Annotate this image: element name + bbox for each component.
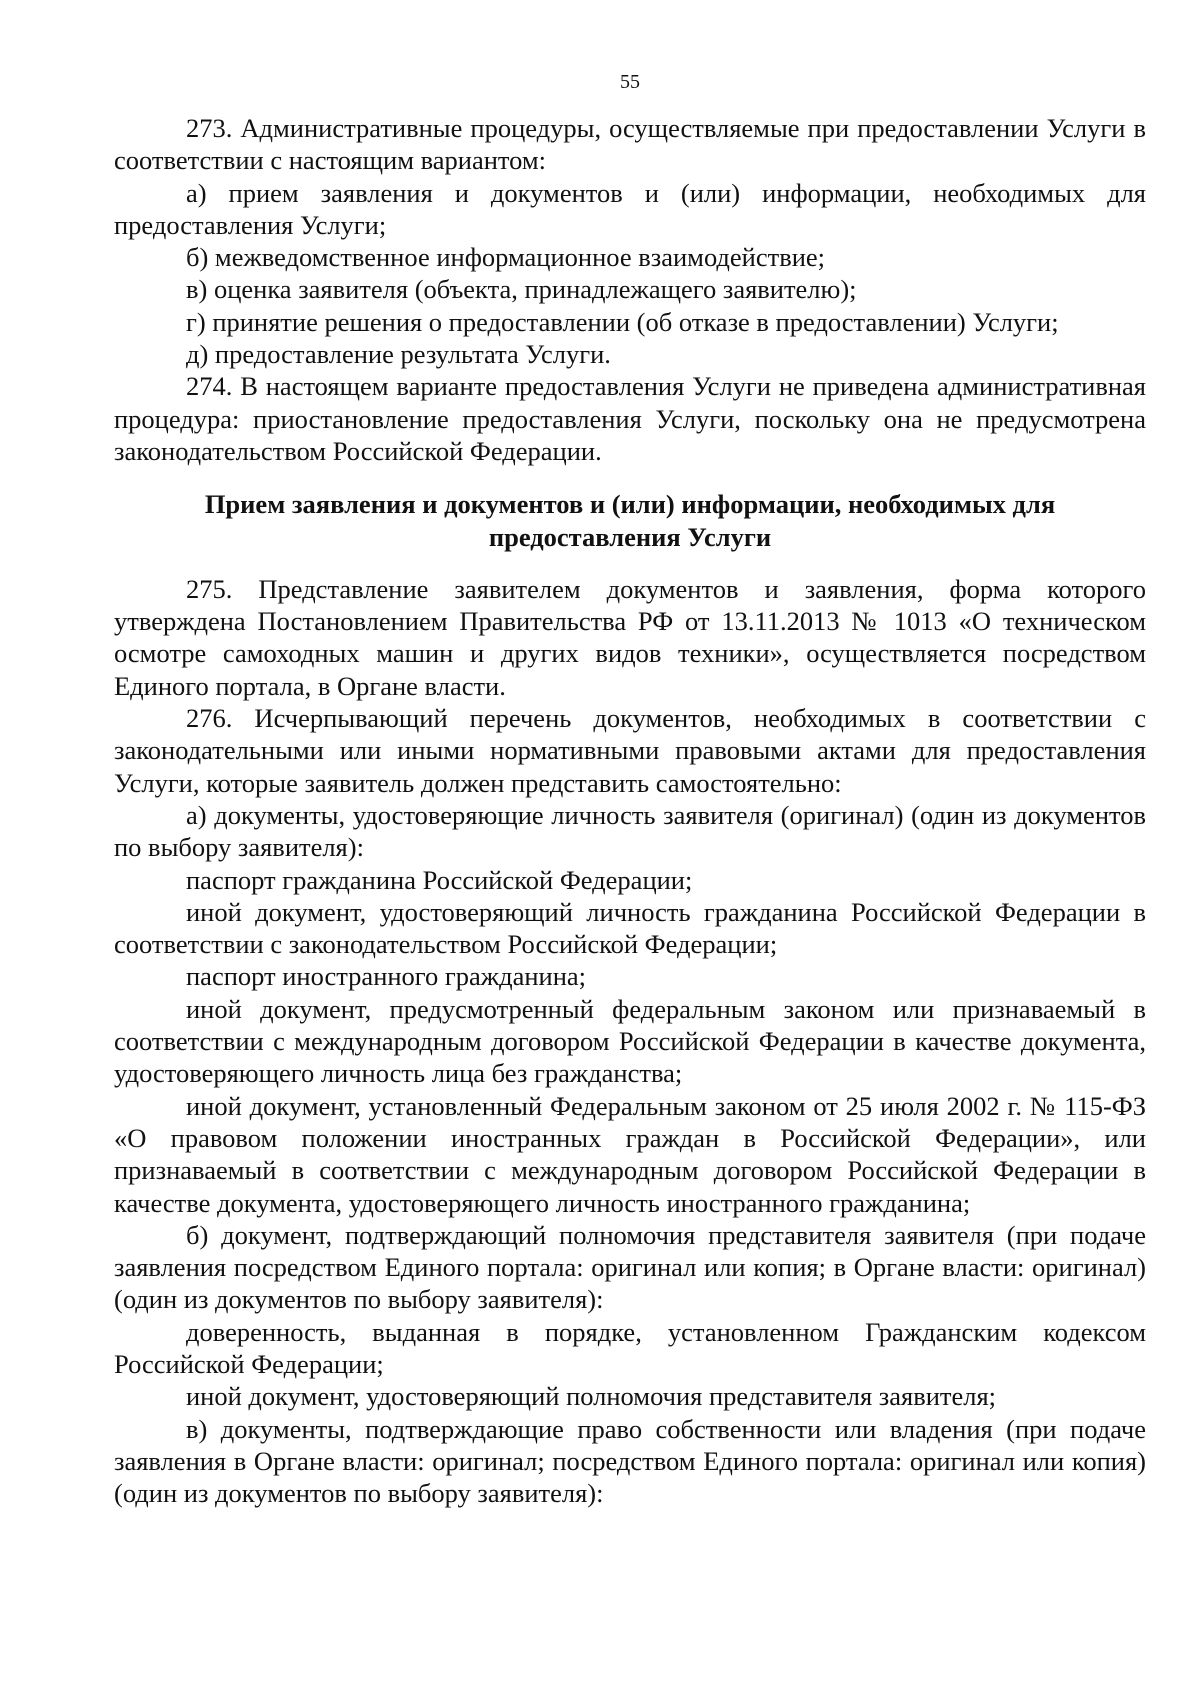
- paragraph-275: 275. Представление заявителем документов и заявления, форма которого утверждена Постановлением Правительства РФ от 13.11.2013 № 1013 «О техническом осмотре самоходных машин и других видов техники», осуществляется посредством Единого портала, в Органе власти.: [114, 573, 1146, 701]
- document-page: [114, 70, 1146, 1509]
- list-item-115-fz-document: иной документ, установленный Федеральным законом от 25 июля 2002 г. № 115-ФЗ «О правовом положении иностранных граждан в Российской Федерации», или признаваемый в соответствии с международным договором Российской Федерации в качестве документа, удостоверяющего личность иностранного гражданина;: [114, 1090, 1146, 1218]
- list-item-foreign-passport: паспорт иностранного гражданина;: [186, 961, 586, 992]
- paragraph-group-after-heading: [114, 573, 1146, 1510]
- list-item-v-ownership-documents: в) документы, подтверждающие право собственности или владения (при подаче заявления в Органе власти: оригинал; посредством Единого портала: оригинал или копия) (один из документов по выбору заявителя):: [114, 1413, 1146, 1509]
- section-heading: Прием заявления и документов и (или) информации, необходимых для предоставления Услуги: [204, 489, 1056, 552]
- list-item-a: а) прием заявления и документов и (или) информации, необходимых для предоставления Услуги;: [114, 177, 1146, 240]
- list-item-d: д) предоставление результата Услуги.: [186, 339, 611, 370]
- paragraph-273: 273. Административные процедуры, осуществляемые при предоставлении Услуги в соответствии с настоящим вариантом:: [114, 113, 1146, 176]
- page-number: 55: [620, 71, 640, 93]
- list-item-b-representative-document: б) документ, подтверждающий полномочия представителя заявителя (при подаче заявления посредством Единого портала: оригинал или копия; в Органе власти: оригинал) (один из документов по выбору заявителя):: [114, 1219, 1146, 1315]
- list-item-v: в) оценка заявителя (объекта, принадлежащего заявителю);: [186, 274, 857, 305]
- list-item-rf-passport: паспорт гражданина Российской Федерации;: [186, 864, 693, 895]
- paragraph-group-before-heading: [114, 112, 1146, 467]
- list-item-power-of-attorney: доверенность, выданная в порядке, установленном Гражданским кодексом Российской Федерации;: [114, 1316, 1146, 1379]
- list-item-b: б) межведомственное информационное взаимодействие;: [186, 242, 826, 273]
- list-item-g: г) принятие решения о предоставлении (об отказе в предоставлении) Услуги;: [186, 306, 1059, 337]
- list-item-stateless-document: иной документ, предусмотренный федеральным законом или признаваемый в соответствии с международным договором Российской Федерации в качестве документа, удостоверяющего личность лица без гражданства;: [114, 993, 1146, 1089]
- list-item-other-rf-document: иной документ, удостоверяющий личность гражданина Российской Федерации в соответствии с законодательством Российской Федерации;: [114, 896, 1146, 960]
- paragraph-274: 274. В настоящем варианте предоставления Услуги не приведена административная процедура: приостановление предоставления Услуги, поскольку она не предусмотрена законодательством Российской Федерации.: [114, 371, 1146, 466]
- list-item-a-identity-documents: а) документы, удостоверяющие личность заявителя (оригинал) (один из документов по выбору заявителя):: [114, 799, 1146, 863]
- list-item-other-representative-document: иной документ, удостоверяющий полномочия представителя заявителя;: [186, 1381, 997, 1412]
- paragraph-276: 276. Исчерпывающий перечень документов, необходимых в соответствии с законодательными или иными нормативными правовыми актами для предоставления Услуги, которые заявитель должен представить самостоятельно:: [114, 703, 1146, 798]
